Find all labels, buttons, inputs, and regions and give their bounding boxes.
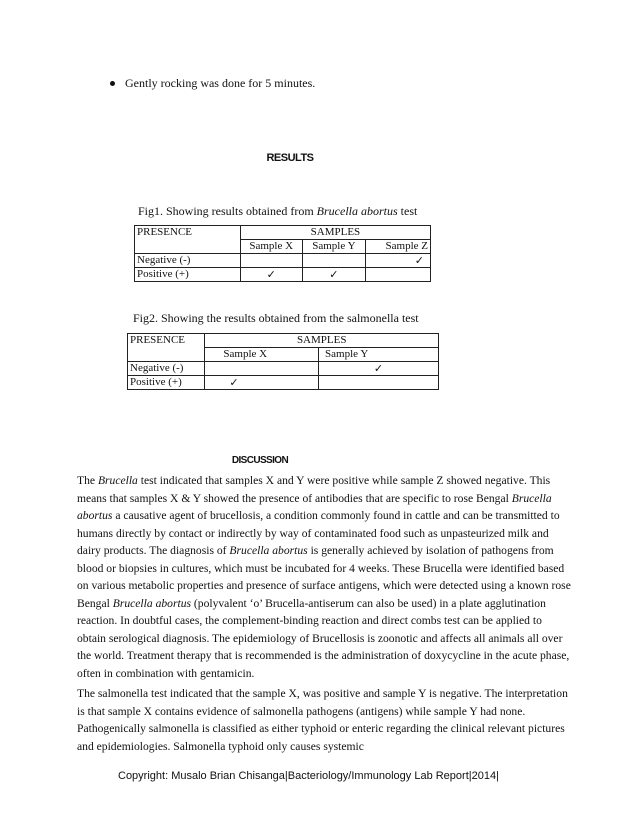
- text-run: The: [77, 474, 98, 487]
- fig1-caption-italic: Brucella abortus: [316, 204, 398, 218]
- table-row: [128, 362, 439, 376]
- fig1-caption-prefix: Fig1. Showing results obtained from: [138, 204, 317, 218]
- fig2-presence-header: PRESENCE: [128, 334, 205, 362]
- check-icon: ✓: [302, 268, 366, 282]
- italic-run: Brucella abortus: [229, 544, 308, 557]
- discussion-paragraph-2: [77, 685, 572, 755]
- results-heading: RESULTS: [266, 152, 314, 164]
- table-row: [135, 268, 431, 282]
- fig1-cell: [240, 254, 302, 268]
- page-footer: Copyright: Musalo Brian Chisanga|Bacteriology/Immunology Lab Report|2014|: [118, 770, 499, 782]
- fig1-caption-suffix: test: [397, 204, 418, 218]
- check-icon: ✓: [319, 362, 439, 376]
- italic-run: Brucella abortus: [112, 596, 192, 610]
- fig1-cell: [302, 254, 366, 268]
- fig2-caption: Fig2. Showing the results obtained from the salmonella test: [133, 311, 419, 325]
- bullet-text: Gently rocking was done for 5 minutes.: [125, 76, 316, 90]
- fig2-table: [127, 333, 439, 390]
- table-row: [135, 254, 431, 268]
- fig1-col-header: Sample X: [240, 240, 302, 254]
- check-icon: ✓: [366, 254, 431, 268]
- fig2-row-label: Negative (-): [128, 362, 205, 376]
- fig2-col-header: Sample Y: [319, 348, 439, 362]
- fig1-presence-header: PRESENCE: [135, 226, 241, 254]
- fig2-col-header: Sample X: [205, 348, 319, 362]
- italic-run: Brucella abortus: [77, 491, 552, 522]
- discussion-heading: DISCUSSION: [231, 455, 289, 466]
- fig2-cell: [319, 376, 439, 390]
- italic-run: Brucella: [97, 474, 138, 487]
- fig1-caption: [138, 204, 417, 219]
- table-row: [128, 376, 439, 390]
- fig1-row-label: Negative (-): [135, 254, 241, 268]
- fig1-row-label: Positive (+): [135, 268, 241, 282]
- text-run: test indicated that samples X and Y were positive while sample Z showed negative. This means that samples X & Y showed the presence of antibodies that are specific to rose Bengal: [77, 474, 551, 505]
- fig2-cell: [205, 362, 319, 376]
- discussion-paragraph-1: [77, 472, 572, 682]
- text-run: a causative agent of brucellosis, a condition commonly found in cattle and can be transmitted to humans directly by contact or indirectly by way of contaminated food such as unpasteurized milk and dairy products. The diagnosis of: [77, 509, 560, 557]
- check-icon: ✓: [205, 376, 319, 390]
- fig1-table: [134, 225, 431, 282]
- fig1-col-header: Sample Y: [302, 240, 366, 254]
- bullet-item: [110, 76, 315, 91]
- fig2-samples-header: SAMPLES: [205, 334, 439, 348]
- paragraph-text: The salmonella test indicated that the sample X, was positive and sample Y is negative. The interpretation is that sample X contains evidence of salmonella pathogens (antigens) while sample Y had none. Pathogenically salmonella is classified as either typhoid or enteric regarding the clinical relevant pictures and epidemiologies. Salmonella typhoid only causes systemic: [77, 687, 568, 753]
- check-icon: ✓: [240, 268, 302, 282]
- fig1-samples-header: SAMPLES: [240, 226, 430, 240]
- bullet-dot-icon: [110, 81, 115, 86]
- fig1-col-header: Sample Z: [366, 240, 431, 254]
- fig2-row-label: Positive (+): [128, 376, 205, 390]
- fig1-cell: [366, 268, 431, 282]
- text-run: is generally achieved by isolation of pathogens from blood or biopsies in cultures, which must be incubated for 4 weeks. These Brucella were identified based on various metabolic properties and presence of surface antigens, which were detected using a known rose Bengal: [77, 544, 571, 610]
- text-run: (polyvalent ‘o’ Brucella-antiserum can also be used) in a plate agglutination reaction. In doubtful cases, the complement-binding reaction and direct combs test can be applied to obtain serological diagnosis. The epidemiology of Brucellosis is zoonotic and affects all animals all over the world. Treatment therapy that is recommended is the administration of doxycycline in the acute phase, often in combination with gentamicin.: [77, 596, 570, 680]
